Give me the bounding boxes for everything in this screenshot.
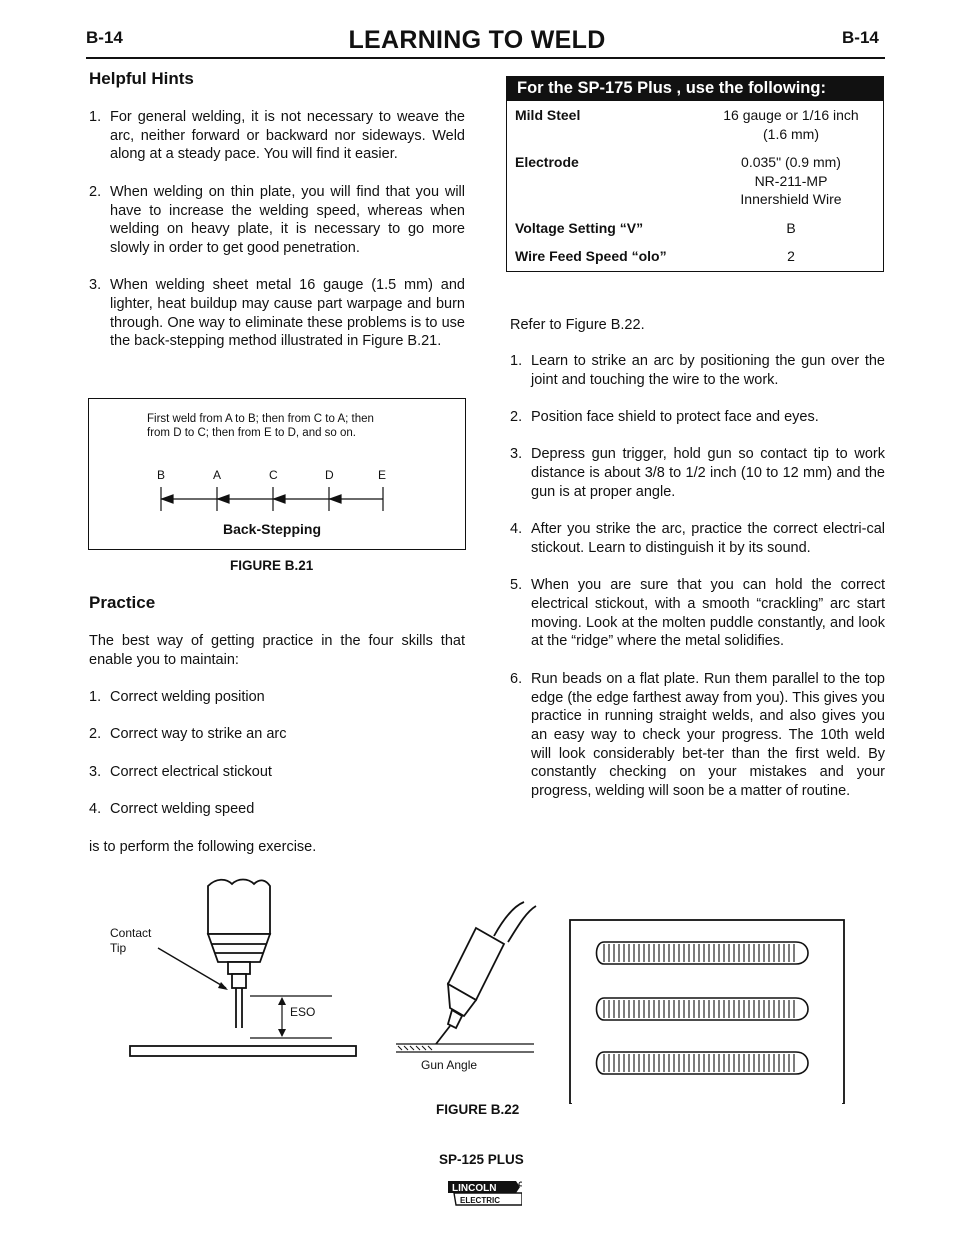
eso-arrow-down: [278, 1029, 286, 1037]
hint-item-text: For general welding, it is not necessary to weave the arc, neither forward or backward nor sideways. Weld along at a steady pace. You will find it easier.: [110, 109, 465, 163]
practice-skill-item-number: 1.: [89, 689, 102, 705]
settings-table-heading: For the SP-175 Plus , use the following:: [507, 77, 883, 101]
practice-intro: The best way of getting practice in the four skills that enable you to maintain:: [89, 633, 465, 668]
contact-tip-label-line2: Tip: [110, 941, 127, 955]
exercise-steps-list: [510, 352, 885, 819]
exercise-step-item-number: 1.: [510, 353, 523, 369]
exercise-step-item-number: 5.: [510, 577, 523, 594]
arrow-dc: [274, 495, 285, 503]
helpful-hints-list: [89, 108, 465, 370]
point-label-b: B: [157, 468, 166, 482]
arrow-ed: [330, 495, 341, 503]
header-rule: [86, 57, 885, 59]
practice-beads: [597, 942, 809, 1074]
page-title: LEARNING TO WELD: [348, 26, 606, 54]
arrow-ca: [218, 495, 229, 503]
hint-item: [89, 276, 465, 351]
practice-skill-item-number: 2.: [89, 726, 102, 743]
back-stepping-note-line1: First weld from A to B; then from C to A; then: [147, 413, 374, 425]
settings-key: Voltage Setting “V”: [515, 220, 644, 236]
bead-2: [597, 998, 809, 1020]
eso-label: ESO: [290, 1005, 316, 1019]
settings-value: [691, 106, 891, 143]
hint-item-number: 3.: [89, 277, 102, 294]
exercise-step-item-text: When you are sure that you can hold the correct electrical stickout, with a smooth “crackling” arc start moving. Look at the molten puddle constantly, and look at the “ridge” where the metal solidifies.: [531, 577, 885, 650]
hint-item-text: When welding sheet metal 16 gauge (1.5 mm) and lighter, heat buildup may cause part warpage and burn through. One way to eliminate these problems is to use the back-stepping method illustrated in Figure B.21.: [110, 277, 465, 350]
hint-item-number: 2.: [89, 183, 102, 200]
exercise-step-item-text: Depress gun trigger, hold gun so contact tip to work distance is about 3/8 to 1/2 inch (10 to 12 mm) and the gun is at proper angle.: [531, 446, 885, 500]
practice-skill-item: [89, 725, 465, 744]
contact-tip-arrowhead: [218, 982, 228, 990]
practice-plate-bottom-cut: [572, 1100, 842, 1104]
logo-text-bottom: ELECTRIC: [460, 1196, 500, 1205]
settings-key: Mild Steel: [515, 107, 581, 123]
settings-value-line: Innershield Wire: [740, 191, 842, 207]
weld-bead-hatch: [398, 1046, 432, 1050]
exercise-step-item-number: 4.: [510, 521, 523, 538]
back-stepping-note-line2: from D to C; then from E to D, and so on.: [147, 427, 357, 439]
exercise-step-item: [510, 408, 885, 427]
practice-skill-item-text: Correct welding position: [110, 689, 265, 705]
hint-item: [89, 108, 465, 164]
settings-key: Wire Feed Speed “olo”: [515, 248, 667, 264]
exercise-step-item-number: 3.: [510, 446, 523, 463]
eso-arrow-up: [278, 997, 286, 1005]
figure-b21-caption: FIGURE B.21: [230, 558, 314, 573]
settings-value-line: (1.6 mm): [763, 125, 819, 142]
helpful-hints-heading: Helpful Hints: [89, 69, 194, 88]
footer-model: SP-125 PLUS: [439, 1152, 524, 1167]
settings-value-line: B: [786, 220, 796, 236]
settings-value-line: NR-211-MP: [754, 172, 828, 189]
practice-skill-item: [89, 688, 465, 707]
back-stepping-label: Back-Stepping: [223, 521, 322, 537]
settings-value: [691, 247, 891, 266]
arrow-ab: [162, 495, 173, 503]
exercise-step-item-number: 6.: [510, 670, 523, 687]
practice-skills-list: [89, 688, 465, 838]
practice-heading: Practice: [89, 593, 156, 612]
hint-item-text: When welding on thin plate, you will find that you will have to increase the welding speed, whereas when welding on heavy plate, it is necessary to go more slowly in order to get good penetration.: [110, 183, 465, 256]
contact-tip-label: [110, 926, 151, 956]
exercise-intro: Refer to Figure B.22.: [510, 317, 645, 333]
work-plate: [130, 1046, 356, 1056]
settings-key: Electrode: [515, 154, 579, 170]
lincoln-electric-logo: [446, 1179, 522, 1207]
settings-value-line: 2: [787, 248, 795, 264]
practice-skill-item-number: 4.: [89, 801, 102, 818]
practice-skill-item: [89, 800, 465, 819]
practice-outro: is to perform the following exercise.: [89, 839, 317, 855]
figure-b22-caption: FIGURE B.22: [436, 1102, 520, 1117]
figure-b22-illustration: [100, 872, 860, 1104]
gun-angle-label: Gun Angle: [421, 1058, 478, 1072]
settings-value: [691, 219, 891, 238]
exercise-step-item: [510, 576, 885, 651]
practice-skill-item: [89, 763, 465, 782]
practice-skill-item-number: 3.: [89, 763, 102, 780]
practice-skill-item-text: Correct welding speed: [110, 801, 255, 818]
exercise-step-item-text: Run beads on a flat plate. Run them parallel to the top edge (the edge farthest away from you). This gives you practice in running straight welds, and also gives you an easy way to check your progress. The 10th weld will look considerably bet-ter than the first weld. By constantly checking on your mistakes and your progress, welding will soon be a matter of routine.: [531, 670, 885, 800]
settings-value: [691, 153, 891, 209]
point-label-a: A: [213, 468, 222, 482]
welding-gun-vertical: [208, 880, 270, 1029]
hint-item-number: 1.: [89, 109, 102, 125]
bead-1: [597, 942, 809, 964]
settings-table: [506, 76, 884, 272]
figure-b21-box: [88, 398, 466, 550]
exercise-step-item-text: Learn to strike an arc by positioning the gun over the joint and touching the wire to the work.: [531, 353, 885, 388]
hint-item: [89, 183, 465, 258]
logo-text-top: LINCOLN: [452, 1183, 497, 1194]
exercise-step-item: [510, 352, 885, 389]
exercise-step-item-text: After you strike the arc, practice the correct electri-cal stickout. Learn to distinguish it by its sound.: [531, 521, 885, 556]
point-label-e: E: [378, 468, 387, 482]
exercise-step-item: [510, 445, 885, 501]
exercise-step-item-number: 2.: [510, 409, 523, 426]
settings-value-line: 16 gauge or 1/16 inch: [723, 107, 859, 123]
welding-gun-angled: [436, 902, 536, 1044]
point-label-c: C: [269, 468, 278, 482]
page-number-left: B-14: [86, 28, 123, 47]
exercise-step-item-text: Position face shield to protect face and eyes.: [531, 409, 819, 426]
settings-value-line: 0.035" (0.9 mm): [741, 154, 841, 170]
bead-3: [597, 1052, 809, 1074]
point-label-d: D: [325, 468, 334, 482]
contact-tip-label-line1: Contact: [110, 926, 152, 940]
exercise-step-item: [510, 520, 885, 557]
page-number-right: B-14: [842, 28, 879, 47]
practice-skill-item-text: Correct electrical stickout: [110, 763, 272, 780]
exercise-step-item: [510, 670, 885, 801]
practice-skill-item-text: Correct way to strike an arc: [110, 726, 287, 743]
